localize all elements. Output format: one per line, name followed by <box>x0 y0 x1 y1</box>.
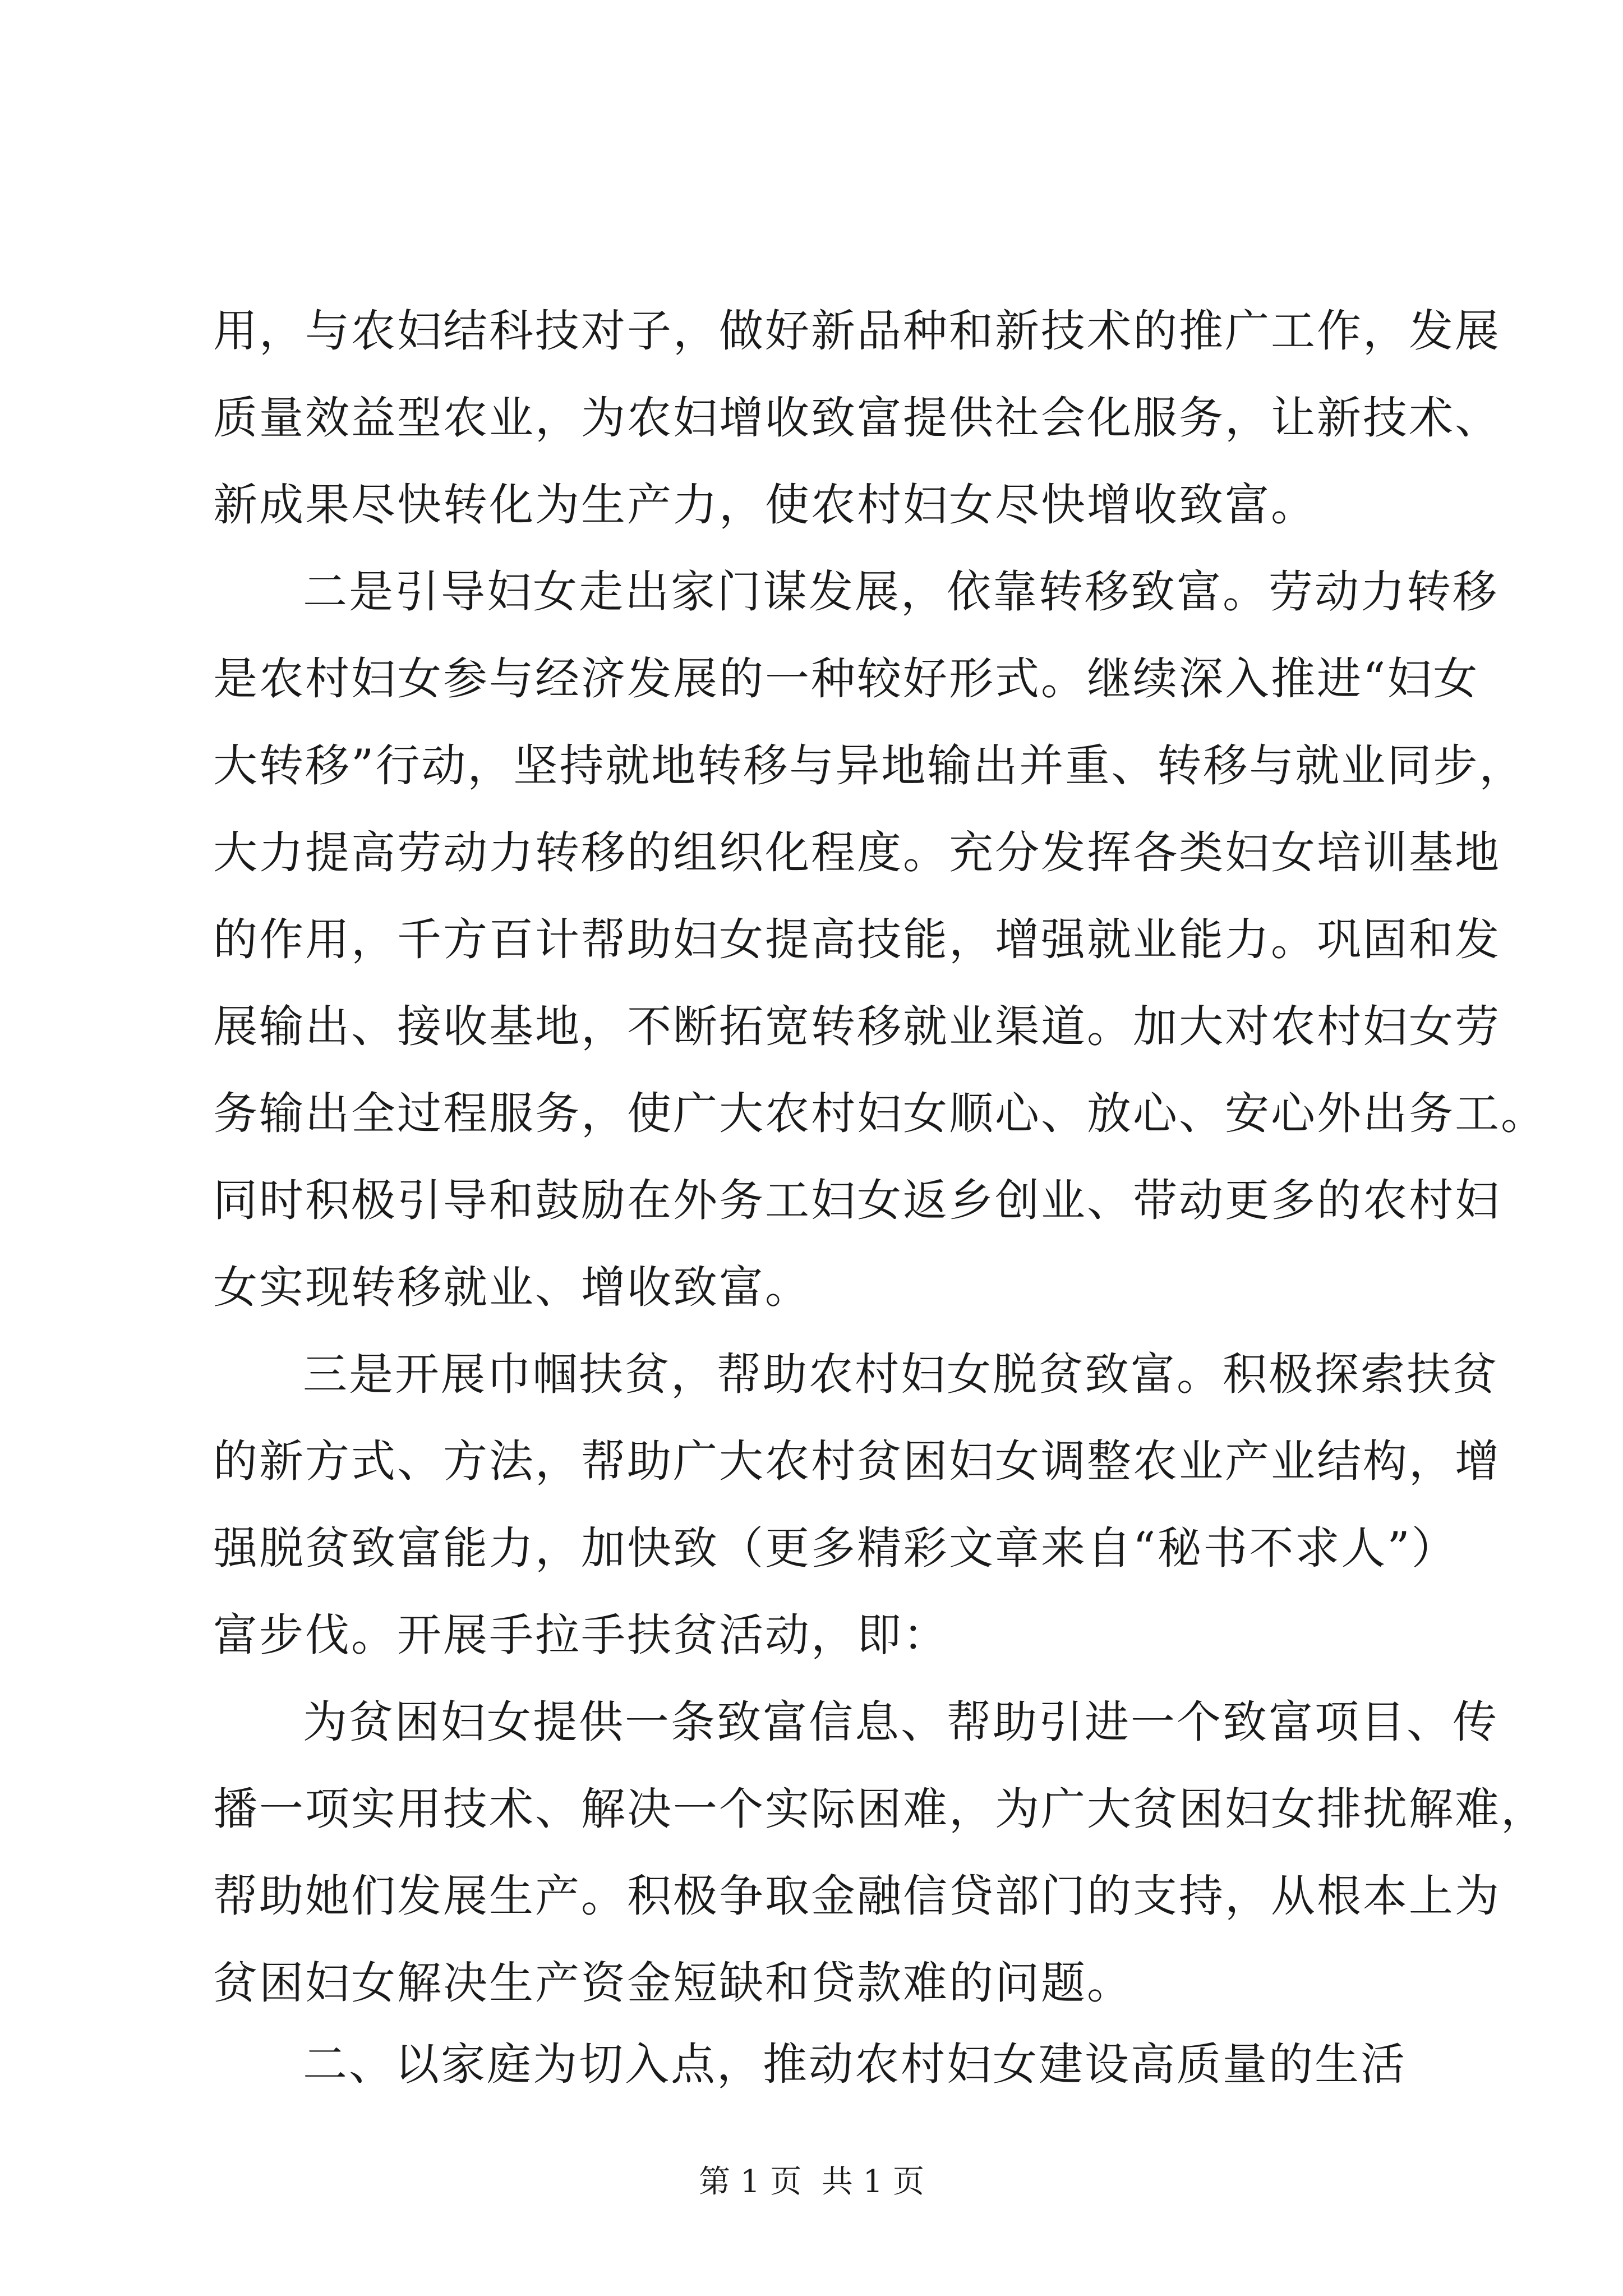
text-line: 二是引导妇女走出家门谋发展，依靠转移致富。劳动力转移 <box>303 566 1498 618</box>
text-line: 务输出全过程服务，使广大农村妇女顺心、放心、安心外出务工。 <box>213 1088 1547 1139</box>
text-line: 同时积极引导和鼓励在外务工妇女返乡创业、带动更多的农村妇 <box>213 1175 1501 1226</box>
text-line: 的作用，千方百计帮助妇女提高技能，增强就业能力。巩固和发 <box>213 914 1501 965</box>
text-line: 强脱贫致富能力，加快致（更多精彩文章来自“秘书不求人”） <box>213 1522 1458 1574</box>
section-heading: 二、以家庭为切入点，推动农村妇女建设高质量的生活 <box>303 2039 1407 2090</box>
text-line: 播一项实用技术、解决一个实际困难，为广大贫困妇女排扰解难， <box>213 1783 1547 1835</box>
text-line: 大转移”行动，坚持就地转移与异地输出并重、转移与就业同步， <box>213 740 1525 792</box>
text-line: 富步伐。开展手拉手扶贫活动，即： <box>213 1609 949 1661</box>
text-line: 帮助她们发展生产。积极争取金融信贷部门的支持，从根本上为 <box>213 1870 1501 1922</box>
text-line: 新成果尽快转化为生产力，使农村妇女尽快增收致富。 <box>213 479 1317 531</box>
text-line: 贫困妇女解决生产资金短缺和贷款难的问题。 <box>213 1957 1133 2009</box>
text-line: 大力提高劳动力转移的组织化程度。充分发挥各类妇女培训基地 <box>213 827 1501 878</box>
text-line: 三是开展巾帼扶贫，帮助农村妇女脱贫致富。积极探索扶贫 <box>303 1349 1498 1400</box>
text-line: 用，与农妇结科技对子，做好新品种和新技术的推广工作，发展 <box>213 305 1501 357</box>
text-line: 展输出、接收基地，不断拓宽转移就业渠道。加大对农村妇女劳 <box>213 1001 1501 1052</box>
text-line: 女实现转移就业、增收致富。 <box>213 1262 811 1313</box>
text-line: 是农村妇女参与经济发展的一种较好形式。继续深入推进“妇女 <box>213 653 1479 705</box>
text-line: 质量效益型农业，为农妇增收致富提供社会化服务，让新技术、 <box>213 392 1501 444</box>
page-footer: 第 1 页 共 1 页 <box>698 2164 925 2200</box>
text-line: 的新方式、方法，帮助广大农村贫困妇女调整农业产业结构，增 <box>213 1435 1501 1487</box>
text-line: 为贫困妇女提供一条致富信息、帮助引进一个致富项目、传 <box>303 1696 1498 1748</box>
